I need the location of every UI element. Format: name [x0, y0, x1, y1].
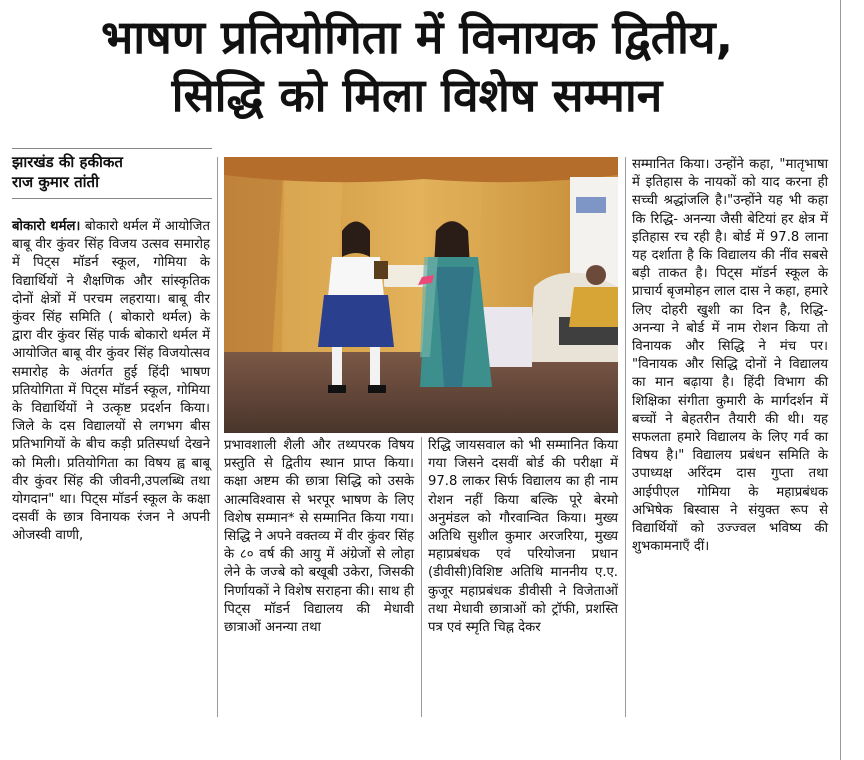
column-1-text: बोकारो थर्मल में आयोजित बाबू वीर कुंवर सिंह विजय उत्सव समारोह में पिट्स मॉडर्न स्कूल, गोमिया के विद्यार्थियों ने शैक्षणिक और सांस्कृतिक दोनों क्षेत्रों में परचम लहराया। बाबू वीर कुंवर सिंह समिति ( बोकारो थर्मल) के द्वारा वीर कुंवर सिंह पार्क बोकारो थर्मल में आयोजित बाबू वीर कुंवर सिंह विजयोत्सव समारोह के अंतर्गत हुई हिंदी भाषण प्रतियोगिता में पिट्स मॉडर्न स्कूल, गोमिया के विद्यार्थियों ने उत्कृष्ट प्रदर्शन किया। जिले के दस विद्यालयों से लगभग बीस प्रतिभागियों के बीच कड़ी प्रतिस्पर्धा देखने को मिली। प्रतियोगिता का विषय ह्व बाबू वीर कुंवर सिंह की जीवनी,उपलब्धि तथा योगदान" था। पिट्स मॉडर्न स्कूल के कक्षा दसवीं के छात्र विनायक रंजन ने अपनी ओजस्वी वाणी,	[12, 219, 210, 544]
byline-author: राज कुमार तांती	[12, 173, 99, 191]
dateline: बोकारो थर्मल।	[12, 219, 81, 234]
headline-line-2: सिद्धि को मिला विशेष सम्मान	[171, 68, 663, 122]
article-column-2	[224, 437, 414, 637]
byline-rule	[12, 148, 212, 149]
column-2-text: प्रभावशाली शैली और तथ्यपरक विषय प्रस्तुति से द्वितीय स्थान प्राप्त किया। कक्षा अष्टम की छात्रा सिद्धि को उसके आत्मविश्वास से भरपूर भाषण के लिए विशेष सम्मान* से सम्मानित किया गया। सिद्धि ने अपने वक्तव्य में वीर कुंवर सिंह के ८० वर्ष की आयु में अंग्रेजों से लोहा लेने के जज्बे को बखूबी उकेरा, जिसकी निर्णायकों ने विशेष सराहना की। साथ ही पिट्स मॉडर्न विद्यालय की मेधावी छात्राओं अनन्या तथा	[224, 438, 414, 636]
column-divider-3	[625, 157, 626, 717]
column-4-text: सम्मानित किया। उन्होंने कहा, "मातृभाषा में इतिहास के नायकों को याद करना ही सच्ची श्रद्धांजलि है।"उन्होंने यह भी कहा कि रिद्धि- अनन्या जैसी बेटियां हर क्षेत्र में इतिहास रच रही है। बोर्ड में 97.8 लाना यह दर्शाता है कि विद्यालय की नींव सबसे बड़ी ताकत है। पिट्स मॉडर्न स्कूल के प्राचार्य बृजमोहन लाल दास ने कहा, हमारे लिए दोहरी खुशी का दिन है, रिद्धि- अनन्या ने बोर्ड में नाम रोशन किया तो विनायक और सिद्धि ने मंच पर। "विनायक और सिद्धि दोनों ने विद्यालय का मान बढ़ाया है। हिंदी विभाग की शिक्षिका संगीता कुमारी के मार्गदर्शन में बच्चों ने बेहतरीन तैयारी की थी। यह सफलता हमारे विद्यालय के लिए गर्व का विषय है।" विद्यालय प्रबंधन समिति के उपाध्यक्ष अरिंदम दास गुप्ता तथा आईपीएल गोमिया के महाप्रबंधक अभिषेक बिस्वास ने संयुक्त रूप से विद्यार्थियों को उज्ज्वल भविष्य की शुभकामनाएँ दीं।	[632, 157, 828, 555]
headline	[22, 8, 812, 124]
byline-rule-bottom	[12, 198, 212, 199]
column-divider-2	[421, 437, 422, 717]
trophy	[374, 261, 388, 279]
article-column-4	[632, 156, 828, 556]
byline	[12, 152, 123, 192]
headline-line-1: भाषण प्रतियोगिता में विनायक द्वितीय,	[100, 10, 734, 64]
column-3-text: रिद्धि जायसवाल को भी सम्मानित किया गया जिसने दसवीं बोर्ड की परीक्षा में 97.8 लाकर सिर्फ विद्यालय का ही नाम रोशन नहीं किया बल्कि पूरे बेरमो अनुमंडल को गौरवान्वित किया। मुख्य अतिथि सुशील कुमार अरजरिया, मुख्य महाप्रबंधक एवं परियोजना प्रधान (डीवीसी)विशिष्ट अतिथि माननीय ए.ए. कुजूर महाप्रबंधक डीवीसी ने विजेताओं तथा मेधावी छात्राओं को ट्रॉफी, प्रशस्ति पत्र एवं स्मृति चिह्न देकर	[428, 438, 618, 636]
page-edge-divider	[840, 0, 841, 760]
student-skirt	[318, 295, 394, 347]
article-column-1	[12, 218, 210, 546]
byline-section: झारखंड की हकीकत	[12, 153, 123, 171]
column-divider-1	[217, 157, 218, 717]
article-column-3	[428, 437, 618, 637]
event-photo-illustration	[224, 157, 618, 433]
adjacent-article-edge	[846, 0, 864, 760]
event-photo	[224, 157, 618, 433]
